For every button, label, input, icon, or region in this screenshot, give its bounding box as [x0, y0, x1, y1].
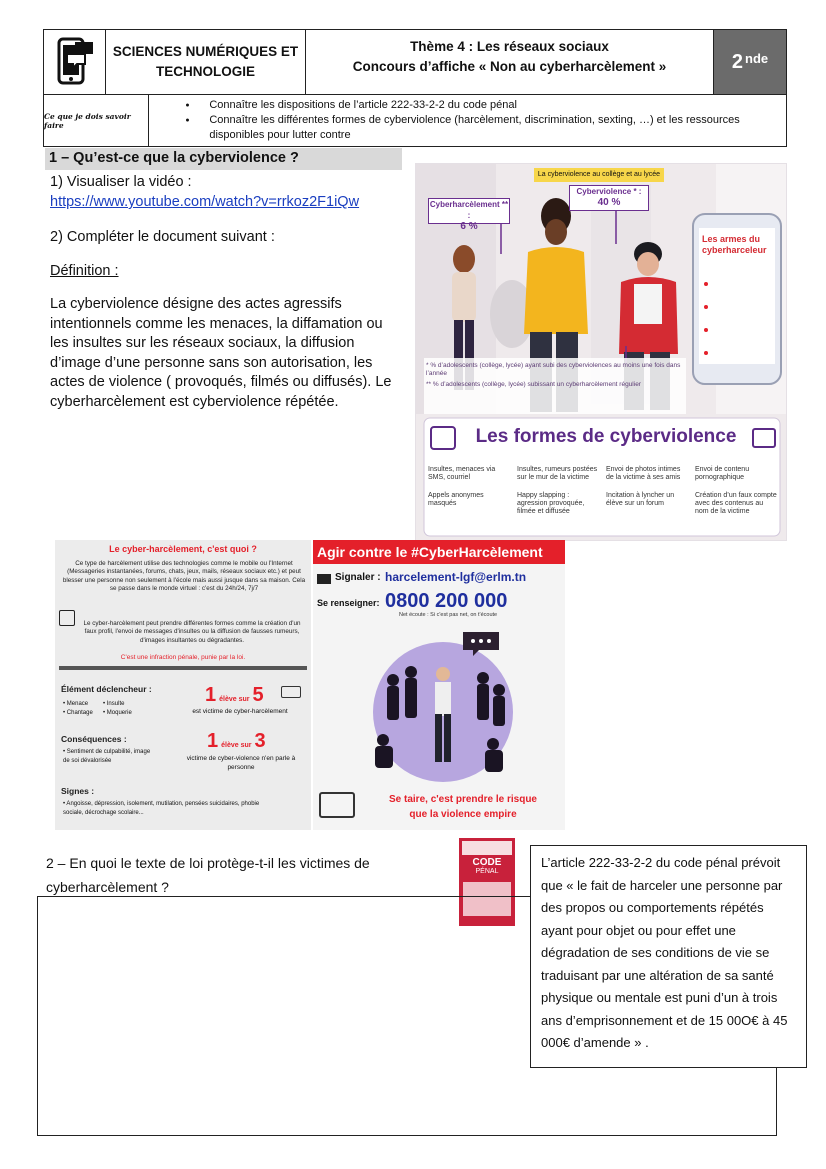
cyberharcelement-infographic	[55, 540, 565, 830]
footnote: ** % d’adolescents (collège, lycée) subissant un cyberharcèlement régulier	[426, 381, 641, 388]
stat1-text: est victime de cyber-harcèlement	[192, 708, 288, 715]
divider	[59, 666, 307, 670]
slogan	[363, 792, 563, 822]
grade-suffix: nde	[745, 50, 769, 66]
classroom-icon	[59, 610, 75, 626]
law-text-box: L’article 222-33-2-2 du code pénal prévoit que « le fait de harceler une personne par des propos ou comportements répétés ayant pour objet ou pour effet une dégradation de ses conditions de vie se traduisant par une altération de sa santé physique ou mentale est puni d’un à trois ans d’emprisonnement et de 15 00O€ à 45 000€ d’amende » .	[530, 845, 807, 1068]
left-warning: C'est une infraction pénale, punie par la loi.	[120, 654, 246, 661]
objective-item: ● Connaître les différentes formes de cyberviolence (harcèlement, discrimination, sexting, …) et les ressources disponibles pour lutter contre	[185, 113, 778, 143]
info-label: Se renseigner:	[317, 598, 380, 608]
laptop-icon	[752, 428, 776, 448]
stat-value: 6 %	[460, 221, 478, 232]
right-title: Agir contre le #CyberHarcèlement	[313, 540, 565, 564]
stat-one-in-three	[207, 730, 266, 753]
stat-label: Cyberharcèlement ** :	[429, 200, 509, 220]
form-item: Appels anonymes masqués	[428, 492, 484, 507]
objectives-row	[43, 95, 787, 147]
video-link[interactable]: https://www.youtube.com/watch?v=rrkoz2F1iQw	[50, 194, 360, 210]
theme-cell	[306, 30, 714, 94]
theme-subtitle: Concours d’affiche « Non au cyberharcèlement »	[352, 59, 667, 74]
left-title: Le cyber-harcèlement, c'est quoi ?	[109, 544, 257, 554]
step2-text: 2) Compléter le document suivant :	[50, 229, 275, 245]
grade-badge	[714, 30, 786, 94]
signs-text: • Angoisse, dépression, isolement, mutilation, pensées suicidaires, phobie sociale, décrochage scolaire...	[63, 801, 260, 816]
phone-subtext: Net écoute : Si c'est pas net, on t'écoute	[399, 612, 498, 618]
book-subtitle: PÉNAL	[475, 868, 499, 875]
forms-grid	[428, 466, 778, 516]
info-left-panel	[55, 540, 311, 830]
book-label	[462, 841, 512, 855]
form-item: Envoi de photos intimes de la victime à ses amis	[606, 466, 681, 481]
step1-text: 1) Visualiser la vidéo :	[50, 174, 192, 190]
signs-title: Signes :	[61, 786, 95, 796]
trigger-item: • Menace	[63, 701, 89, 707]
form-item: Insultes, rumeurs postées sur le mur de la victime	[517, 466, 598, 481]
grade-number: 2	[731, 50, 743, 73]
objectives-label: Ce que je dois savoir faire	[44, 95, 149, 146]
chat-icon	[430, 426, 456, 450]
info-right-panel	[313, 540, 565, 830]
consequences-text: • Sentiment de culpabilité, image de soi dévalorisée	[63, 749, 151, 764]
objective-item: ● Connaître les dispositions de l’article 222-33-2-2 du code pénal	[185, 98, 778, 113]
phone-title: Les armes du cyberharceleur	[702, 234, 767, 255]
definition-label: Définition :	[50, 263, 119, 279]
form-item: Création d’un faux compte avec des contenus au nom de la victime	[695, 492, 777, 515]
stat-num: 1	[207, 730, 219, 752]
trigger-list	[63, 700, 143, 718]
phone-number[interactable]: 0800 200 000	[385, 590, 508, 612]
stat-num: 1	[205, 684, 217, 706]
stat2-text: victime de cyber-violence n'en parle à personne	[186, 755, 296, 771]
stat-mid: élève sur	[219, 696, 250, 703]
slogan-line: Se taire, c'est prendre le risque	[389, 794, 537, 805]
form-item: Insultes, menaces via SMS, courriel	[428, 466, 496, 481]
footnote: * % d’adolescents (collège, lycée) ayant subi des cyberviolences au moins une fois dans l’année	[426, 362, 681, 377]
infographic-banner: La cyberviolence au collège et au lycée	[534, 168, 664, 182]
subject-cell	[106, 30, 306, 94]
stat-value: 40 %	[597, 197, 621, 208]
subject-line2: TECHNOLOGIE	[155, 64, 255, 79]
keyboard-icon	[281, 686, 301, 698]
stat-mid: élève sur	[221, 742, 252, 749]
form-item: Envoi de contenu pornographique	[695, 466, 750, 481]
cyberviolence-infographic	[415, 163, 787, 541]
section2-question: 2 – En quoi le texte de loi protège-t-il les victimes de cyberharcèlement ?	[46, 855, 370, 895]
section1-title: 1 – Qu’est-ce que la cyberviolence ?	[45, 148, 402, 170]
trigger-item: • Chantage	[63, 710, 93, 716]
left-paragraph2: Le cyber-harcèlement peut prendre différentes formes comme la création d'un faux profil, l'envoi de messages d'insultes ou la diffusion de fausses rumeurs, d'images insultantes ou dégradantes.	[83, 620, 301, 644]
stat-cyberviolence	[569, 185, 649, 211]
report-email[interactable]: harcelement-lgf@erlm.tn	[385, 570, 527, 584]
footnotes	[426, 362, 681, 389]
slogan-line: que la violence empire	[409, 809, 517, 820]
laptop-mail-icon	[319, 792, 355, 818]
stat-label: Cyberviolence * :	[576, 187, 642, 196]
objectives-list	[149, 95, 786, 146]
header-table	[43, 29, 787, 95]
theme-title: Thème 4 : Les réseaux sociaux	[410, 39, 609, 54]
envelope-icon	[317, 574, 331, 584]
trigger-item: • Insulte	[103, 701, 125, 707]
trigger-title: Élément déclencheur :	[61, 684, 152, 694]
left-paragraph1: Ce type de harcèlement utilise des technologies comme le mobile ou l'Internet (Messageries instantanées, forums, chats, jeux, mails, réseaux sociaux etc.) et peut blesser une personne non seulement à l'école mais aussi jusque dans sa maison. Cela se passe dans le monde virtuel : c'est du 24h/24, 7j/7	[62, 560, 306, 592]
stat-one-in-five	[205, 684, 264, 707]
consequences-title: Conséquences :	[61, 734, 127, 744]
stat-cyberharcelement	[428, 198, 510, 232]
people-illustration	[343, 622, 543, 782]
logo-cell	[44, 30, 106, 94]
stat-den: 3	[254, 730, 266, 752]
forms-title: Les formes de cyberviolence	[475, 426, 737, 447]
form-item: Happy slapping : agression provoquée, filmée et diffusée	[517, 492, 585, 515]
trigger-item: • Moquerie	[103, 710, 132, 716]
form-item: Incitation à lyncher un élève sur un forum	[606, 492, 675, 507]
phone-chat-icon	[53, 36, 97, 88]
book-title: CODE	[472, 857, 502, 868]
subject-line1: SCIENCES NUMÉRIQUES ET	[112, 44, 299, 59]
stat-den: 5	[252, 684, 264, 706]
definition-text: La cyberviolence désigne des actes agressifs intentionnels comme les menaces, la diffamation ou les insultes sur les réseaux sociaux, la diffusion d’image d’une personne sans son autorisation, les actes de violence ( provoqués, filmés ou diffusés). Le cyberharcèlement est cyberviolence répétée.	[50, 296, 392, 410]
report-label: Signaler :	[335, 572, 381, 583]
